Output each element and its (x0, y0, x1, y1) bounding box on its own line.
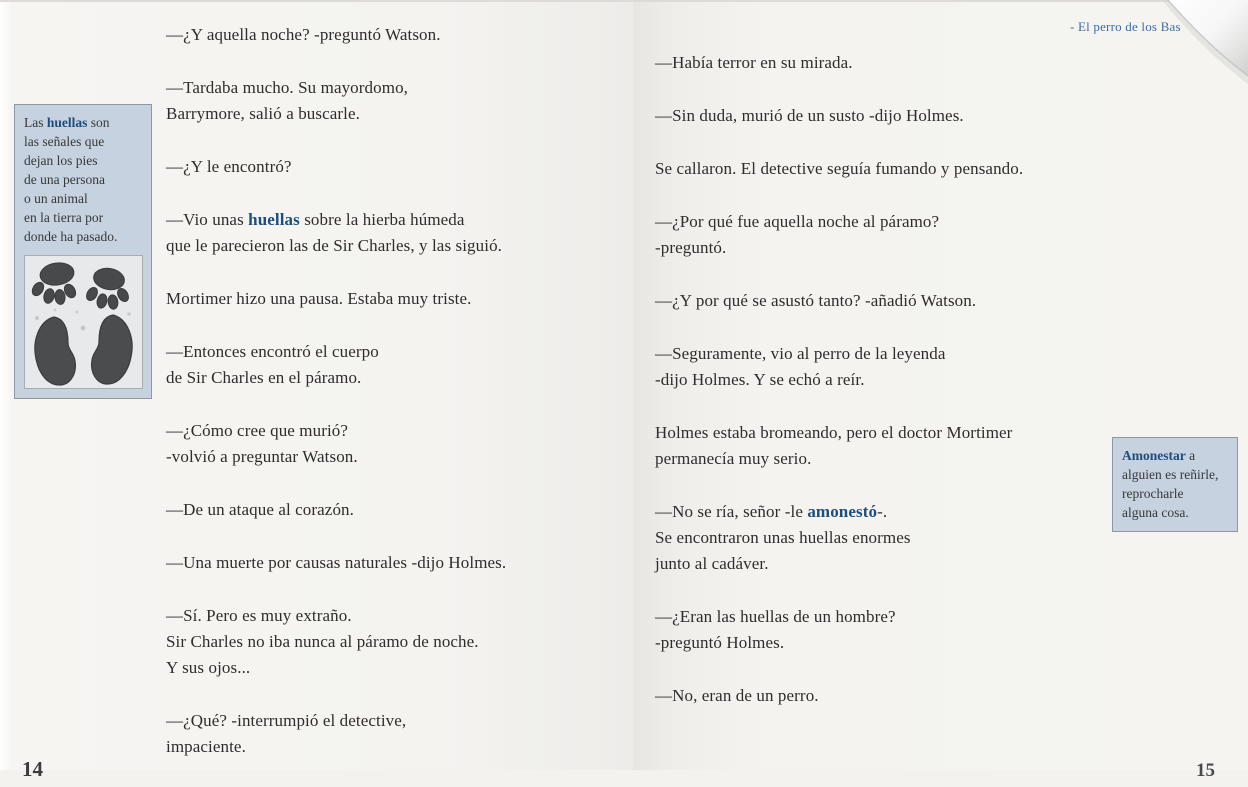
footprints-icon (25, 256, 142, 388)
paragraph: —¿Y le encontró? (166, 157, 292, 176)
paragraph: Las huellas son las señales que dejan los pies de una persona o un animal en la tierra por donde ha pasado. (24, 115, 118, 244)
page-number-right: 15 (1196, 760, 1215, 781)
margin-note-huellas (14, 104, 152, 399)
paragraph: —No, eran de un perro. (655, 686, 819, 705)
highlighted-term: Amonestar (1122, 448, 1186, 463)
paragraph: —De un ataque al corazón. (166, 500, 354, 519)
footprints-illustration (24, 255, 143, 389)
paragraph: —¿Y aquella noche? -preguntó Watson. (166, 25, 441, 44)
paragraph: —¿Y por qué se asustó tanto? -añadió Watson. (655, 291, 977, 310)
paragraph: Amonestar a alguien es reñirle, reprocharle alguna cosa. (1122, 448, 1219, 520)
highlighted-term: huellas (46, 115, 88, 130)
running-header: - El perro de los Bas (1070, 19, 1181, 34)
highlighted-term: amonestó (807, 502, 878, 521)
margin-note-amonestar-text (1122, 446, 1229, 522)
scan-top-edge (0, 0, 1248, 2)
paragraph: —Sin duda, murió de un susto -dijo Holmes. (655, 106, 964, 125)
paragraph: —Una muerte por causas naturales -dijo Holmes. (166, 553, 507, 572)
paragraph: —Tardaba mucho. Su mayordomo, Barrymore, salió a buscarle. (166, 78, 409, 123)
margin-note-amonestar (1112, 437, 1238, 532)
paragraph: —¿Eran las huellas de un hombre? -preguntó Holmes. (655, 607, 896, 652)
paragraph: Mortimer hizo una pausa. Estaba muy triste. (166, 289, 472, 308)
margin-note-huellas-text (24, 113, 143, 246)
paragraph: Holmes estaba bromeando, pero el doctor Mortimer permanecía muy serio. (655, 423, 1013, 468)
paragraph: —No se ría, señor -le amonestó-. Se encontraron unas huellas enormes junto al cadáver. (655, 502, 911, 573)
paragraph: —Había terror en su mirada. (655, 53, 853, 72)
dialogue-column-left (166, 22, 626, 787)
paragraph: —Entonces encontró el cuerpo de Sir Charles en el páramo. (166, 342, 379, 387)
highlighted-term: huellas (248, 210, 300, 229)
dialogue-column-right (655, 50, 1135, 736)
paragraph: —¿Qué? -interrumpió el detective, impaciente. (166, 711, 407, 756)
page-number-left: 14 (22, 757, 43, 781)
paragraph: —Seguramente, vio al perro de la leyenda -dijo Holmes. Y se echó a reír. (655, 344, 946, 389)
paragraph: —Vio unas huellas sobre la hierba húmeda que le parecieron las de Sir Charles, y las siguió. (166, 210, 503, 255)
page-curl-icon (1152, 0, 1248, 90)
paragraph: —¿Cómo cree que murió? -volvió a preguntar Watson. (166, 421, 358, 466)
paragraph: Se callaron. El detective seguía fumando y pensando. (655, 159, 1024, 178)
paragraph: —Sí. Pero es muy extraño. Sir Charles no iba nunca al páramo de noche. Y sus ojos... (166, 606, 479, 677)
paragraph: —¿Por qué fue aquella noche al páramo? -preguntó. (655, 212, 940, 257)
